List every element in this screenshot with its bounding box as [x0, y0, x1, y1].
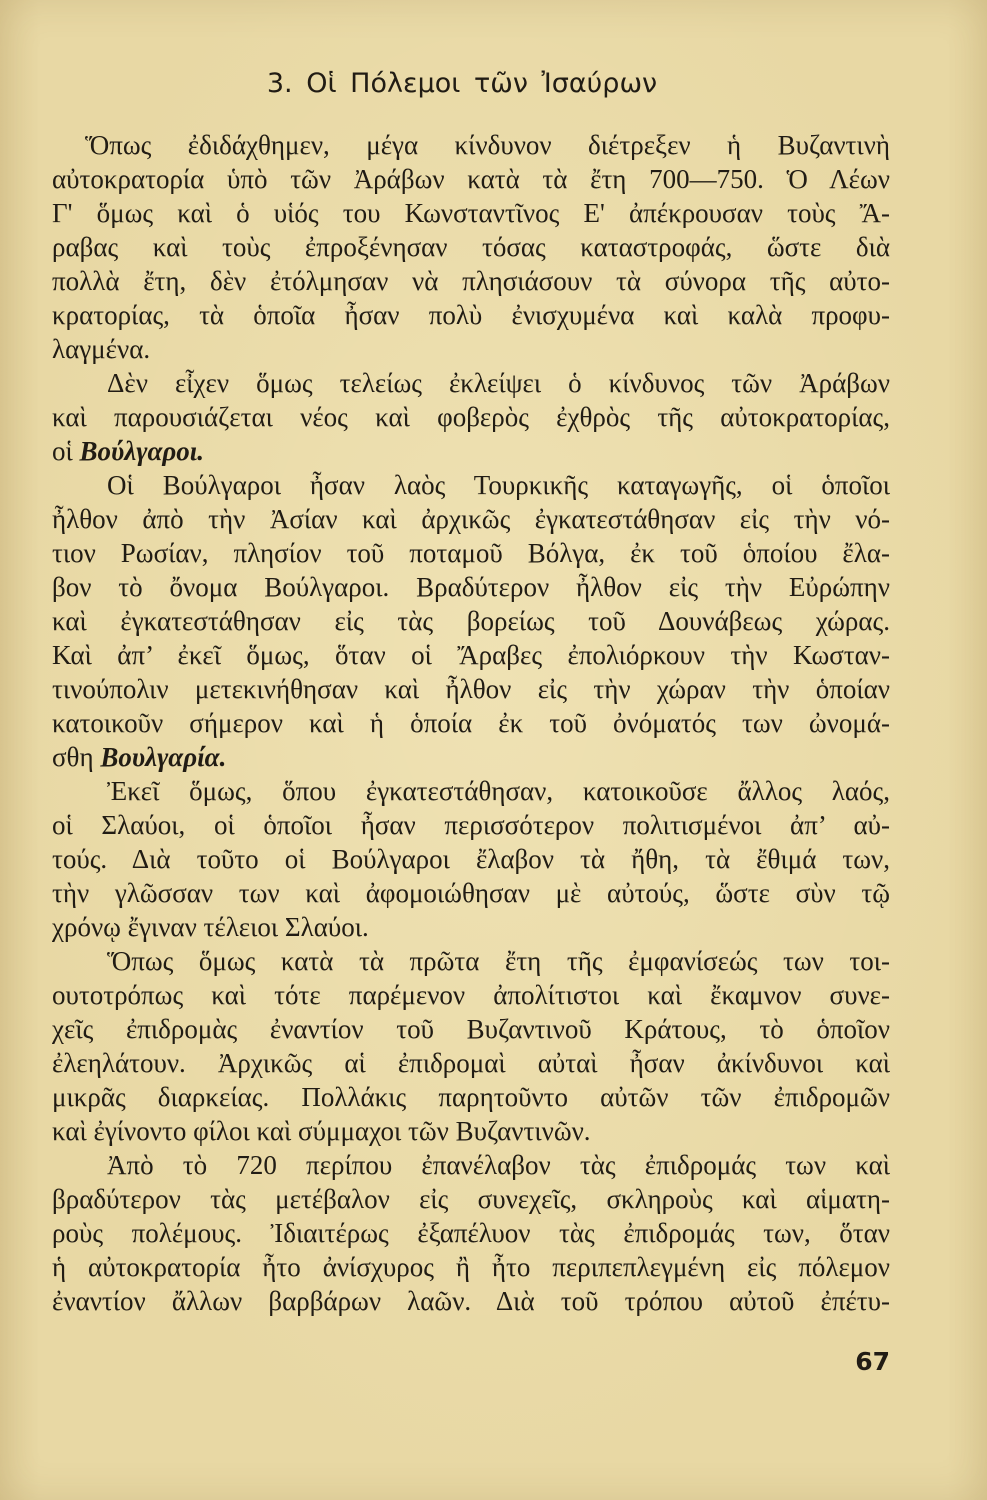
- text-line: [52, 774, 890, 808]
- text-line: [52, 536, 890, 570]
- line-text: [52, 740, 226, 774]
- text-line: [52, 196, 890, 230]
- paragraph: [52, 944, 890, 1148]
- line-text: καὶ ἐγκατεστάθησαν εἰς τὰς βορείως τοῦ Δουνάβεως χώρας.: [52, 606, 890, 636]
- text-line: [52, 604, 890, 638]
- line-text: τούς. Διὰ τοῦτο οἱ Βούλγαροι ἔλαβον τὰ ἤθη, τὰ ἔθιμά των,: [52, 844, 890, 874]
- line-text: Ὅπως ἐδιδάχθημεν, μέγα κίνδυνον διέτρεξεν ἡ Βυζαντινὴ: [85, 130, 890, 160]
- line-text: Οἱ Βούλγαροι ἦσαν λαὸς Τουρκικῆς καταγωγῆς, οἱ ὁποῖοι: [107, 470, 890, 500]
- emphasized-term: Βουλγαρία.: [100, 742, 227, 772]
- line-text: ροὺς πολέμους. Ἰδιαιτέρως ἐξαπέλυον τὰς ἐπιδρομάς των, ὅταν: [52, 1218, 890, 1248]
- line-text: Γ' ὅμως καὶ ὁ υἱός του Κωνσταντῖνος Ε' ἀπέκρουσαν τοὺς Ἄ-: [52, 198, 890, 228]
- line-text: βον τὸ ὄνομα Βούλγαροι. Βραδύτερον ἦλθον εἰς τὴν Εὐρώπην: [52, 572, 890, 602]
- text-line: [52, 332, 890, 366]
- text-line: [52, 1182, 890, 1216]
- text-line: [52, 876, 890, 910]
- text-line: [52, 230, 890, 264]
- text-line: [52, 570, 890, 604]
- page-body: [52, 128, 890, 1318]
- line-text: Καὶ ἀπ’ ἐκεῖ ὅμως, ὅταν οἱ Ἄραβες ἐπολιόρκουν τὴν Κωσταν-: [52, 640, 890, 670]
- text-line: [52, 706, 890, 740]
- line-text: αὐτοκρατορία ὑπὸ τῶν Ἀράβων κατὰ τὰ ἔτη 700—750. Ὁ Λέων: [52, 164, 890, 194]
- text-line: [52, 468, 890, 502]
- paragraph: [52, 774, 890, 944]
- line-lead-text: σθη: [52, 742, 94, 772]
- line-text: ἐλεηλάτουν. Ἀρχικῶς αἱ ἐπιδρομαὶ αὐταὶ ἦσαν ἀκίνδυνοι καὶ: [52, 1048, 890, 1078]
- text-line: [52, 910, 890, 944]
- line-text: Ὅπως ὅμως κατὰ τὰ πρῶτα ἔτη τῆς ἐμφανίσεώς των τοι-: [107, 946, 890, 976]
- text-line: [52, 264, 890, 298]
- text-line: [52, 366, 890, 400]
- line-text: Δὲν εἶχεν ὅμως τελείως ἐκλείψει ὁ κίνδυνος τῶν Ἀράβων: [107, 368, 890, 398]
- line-text: ουτοτρόπως καὶ τότε παρέμενον ἀπολίτιστοι καὶ ἔκαμνον συνε-: [52, 980, 890, 1010]
- text-line: [52, 434, 890, 468]
- text-line: [52, 638, 890, 672]
- emphasized-term: Βούλγαροι.: [79, 436, 205, 466]
- text-line: [52, 1250, 890, 1284]
- text-line: [52, 978, 890, 1012]
- text-line: [52, 162, 890, 196]
- text-line: [52, 944, 890, 978]
- line-text: χεῖς ἐπιδρομὰς ἐναντίον τοῦ Βυζαντινοῦ Κράτους, τὸ ὁποῖον: [52, 1014, 890, 1044]
- line-text: μικρᾶς διαρκείας. Πολλάκις παρητοῦντο αὐτῶν τῶν ἐπιδρομῶν: [52, 1082, 890, 1112]
- paragraph: [52, 1148, 890, 1318]
- line-text: βραδύτερον τὰς μετέβαλον εἰς συνεχεῖς, σκληροὺς καὶ αἱματη-: [52, 1184, 890, 1214]
- text-line: [52, 842, 890, 876]
- line-text: Ἐκεῖ ὅμως, ὅπου ἐγκατεστάθησαν, κατοικοῦσε ἄλλος λαός,: [107, 776, 890, 806]
- text-line: [52, 1284, 890, 1318]
- text-line: [52, 1114, 890, 1148]
- line-text: καὶ παρουσιάζεται νέος καὶ φοβερὸς ἐχθρὸς τῆς αὐτοκρατορίας,: [52, 402, 890, 432]
- text-line: [52, 128, 890, 162]
- paragraph: [52, 366, 890, 468]
- text-line: [52, 672, 890, 706]
- line-text: τιον Ρωσίαν, πλησίον τοῦ ποταμοῦ Βόλγα, ἐκ τοῦ ὁποίου ἔλα-: [52, 538, 890, 568]
- line-text: τὴν γλῶσσαν των καὶ ἀφομοιώθησαν μὲ αὐτούς, ὥστε σὺν τῷ: [52, 878, 890, 908]
- text-line: [52, 502, 890, 536]
- line-text: ἡ αὐτοκρατορία ἦτο ἀνίσχυρος ἢ ἦτο περιπεπλεγμένη εἰς πόλεμον: [52, 1252, 890, 1282]
- chapter-title: 3. Οἱ Πόλεμοι τῶν Ἰσαύρων: [266, 68, 658, 99]
- line-lead-text: οἱ: [52, 436, 73, 466]
- line-text: ραβας καὶ τοὺς ἐπροξένησαν τόσας καταστροφάς, ὥστε διὰ: [52, 232, 890, 262]
- line-text: οἱ Σλαύοι, οἱ ὁποῖοι ἦσαν περισσότερον πολιτισμένοι ἀπ’ αὐ-: [52, 810, 890, 840]
- text-line: [52, 1216, 890, 1250]
- line-text: κατοικοῦν σήμερον καὶ ἡ ὁποία ἐκ τοῦ ὀνόματός των ὠνομά-: [52, 708, 890, 738]
- line-text: τινούπολιν μετεκινήθησαν καὶ ἦλθον εἰς τὴν χώραν τὴν ὁποίαν: [52, 674, 890, 704]
- paragraph: [52, 468, 890, 774]
- text-line: [52, 1080, 890, 1114]
- text-line: [52, 808, 890, 842]
- line-text: πολλὰ ἔτη, δὲν ἐτόλμησαν νὰ πλησιάσουν τὰ σύνορα τῆς αὐτο-: [52, 266, 890, 296]
- text-line: [52, 1148, 890, 1182]
- text-line: [52, 400, 890, 434]
- text-line: [52, 740, 890, 774]
- paragraph: [52, 128, 890, 366]
- line-text: καὶ ἐγίνοντο φίλοι καὶ σύμμαχοι τῶν Βυζαντινῶν.: [52, 1116, 591, 1146]
- text-line: [52, 1012, 890, 1046]
- line-text: κρατορίας, τὰ ὁποῖα ἦσαν πολὺ ἐνισχυμένα καὶ καλὰ προφυ-: [52, 300, 890, 330]
- page-number: 67: [855, 1347, 890, 1376]
- text-line: [52, 1046, 890, 1080]
- line-text: [52, 434, 204, 468]
- line-text: λαγμένα.: [52, 334, 151, 364]
- line-text: χρόνῳ ἔγιναν τέλειοι Σλαύοι.: [52, 912, 369, 942]
- line-text: Ἀπὸ τὸ 720 περίπου ἐπανέλαβον τὰς ἐπιδρομάς των καὶ: [107, 1150, 890, 1180]
- text-line: [52, 298, 890, 332]
- line-text: ἐναντίον ἄλλων βαρβάρων λαῶν. Διὰ τοῦ τρόπου αὐτοῦ ἐπέτυ-: [52, 1286, 890, 1316]
- line-text: ἦλθον ἀπὸ τὴν Ἀσίαν καὶ ἀρχικῶς ἐγκατεστάθησαν εἰς τὴν νό-: [52, 504, 890, 534]
